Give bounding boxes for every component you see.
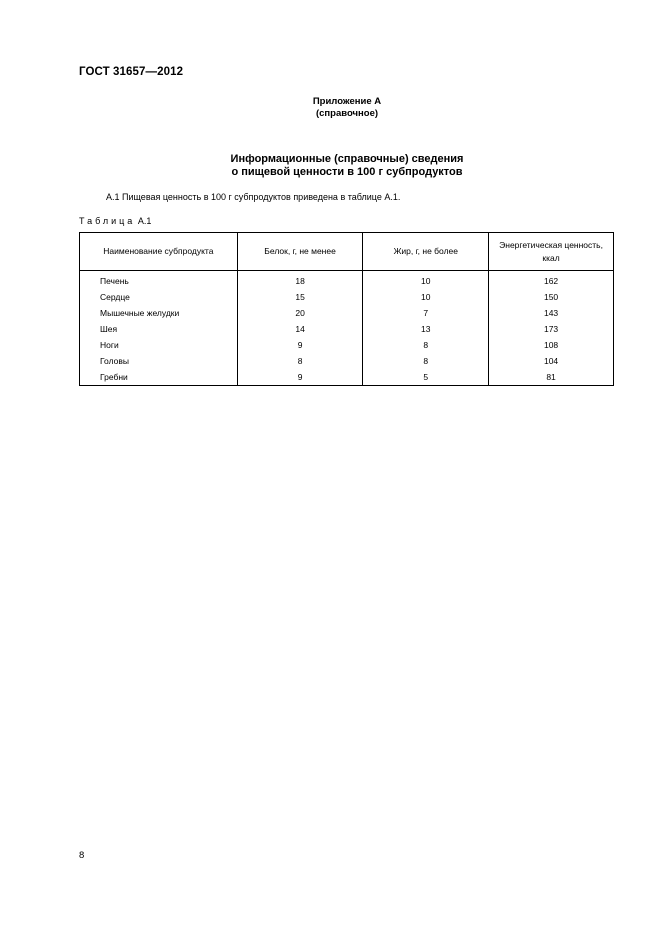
table-row xyxy=(80,353,614,369)
cell-fat: 10 xyxy=(363,289,489,305)
cell-fat: 7 xyxy=(363,305,489,321)
cell-name: Печень xyxy=(80,271,238,290)
cell-energy: 104 xyxy=(489,353,614,369)
column-header-fat: Жир, г, не более xyxy=(363,233,489,271)
cell-energy: 173 xyxy=(489,321,614,337)
section-heading-line-1: Информационные (справочные) сведения xyxy=(230,153,464,165)
cell-protein: 9 xyxy=(237,337,363,353)
document-code: ГОСТ 31657—2012 xyxy=(79,66,184,78)
table-caption xyxy=(79,216,151,226)
cell-protein: 20 xyxy=(237,305,363,321)
appendix-title: Приложение А xyxy=(312,96,382,107)
cell-energy: 108 xyxy=(489,337,614,353)
table-row xyxy=(80,305,614,321)
cell-energy: 143 xyxy=(489,305,614,321)
cell-name: Шея xyxy=(80,321,238,337)
nutrition-table xyxy=(79,232,614,386)
column-header-energy: Энергетическая ценность, ккал xyxy=(489,233,614,271)
cell-protein: 8 xyxy=(237,353,363,369)
cell-name: Гребни xyxy=(80,369,238,386)
section-heading-line-2: о пищевой ценности в 100 г субпродуктов xyxy=(231,166,463,178)
table-row xyxy=(80,337,614,353)
cell-fat: 8 xyxy=(363,353,489,369)
table-caption-word: Таблица xyxy=(79,216,136,226)
table-header-row xyxy=(80,233,614,271)
cell-fat: 5 xyxy=(363,369,489,386)
cell-fat: 13 xyxy=(363,321,489,337)
cell-energy: 150 xyxy=(489,289,614,305)
cell-protein: 9 xyxy=(237,369,363,386)
cell-fat: 10 xyxy=(363,271,489,290)
cell-energy: 81 xyxy=(489,369,614,386)
cell-name: Сердце xyxy=(80,289,238,305)
table-row xyxy=(80,369,614,386)
cell-protein: 14 xyxy=(237,321,363,337)
cell-protein: 18 xyxy=(237,271,363,290)
table-caption-number: А.1 xyxy=(137,216,152,226)
appendix-type: (справочное) xyxy=(315,108,379,119)
table-row xyxy=(80,289,614,305)
cell-fat: 8 xyxy=(363,337,489,353)
table-row xyxy=(80,321,614,337)
column-header-name: Наименование субпродукта xyxy=(80,233,238,271)
cell-name: Головы xyxy=(80,353,238,369)
column-header-protein: Белок, г, не менее xyxy=(237,233,363,271)
cell-protein: 15 xyxy=(237,289,363,305)
page-number: 8 xyxy=(79,850,85,861)
cell-name: Мышечные желудки xyxy=(80,305,238,321)
cell-name: Ноги xyxy=(80,337,238,353)
cell-energy: 162 xyxy=(489,271,614,290)
table-row xyxy=(80,271,614,290)
intro-paragraph: А.1 Пищевая ценность в 100 г субпродуктов приведена в таблице А.1. xyxy=(106,192,401,202)
